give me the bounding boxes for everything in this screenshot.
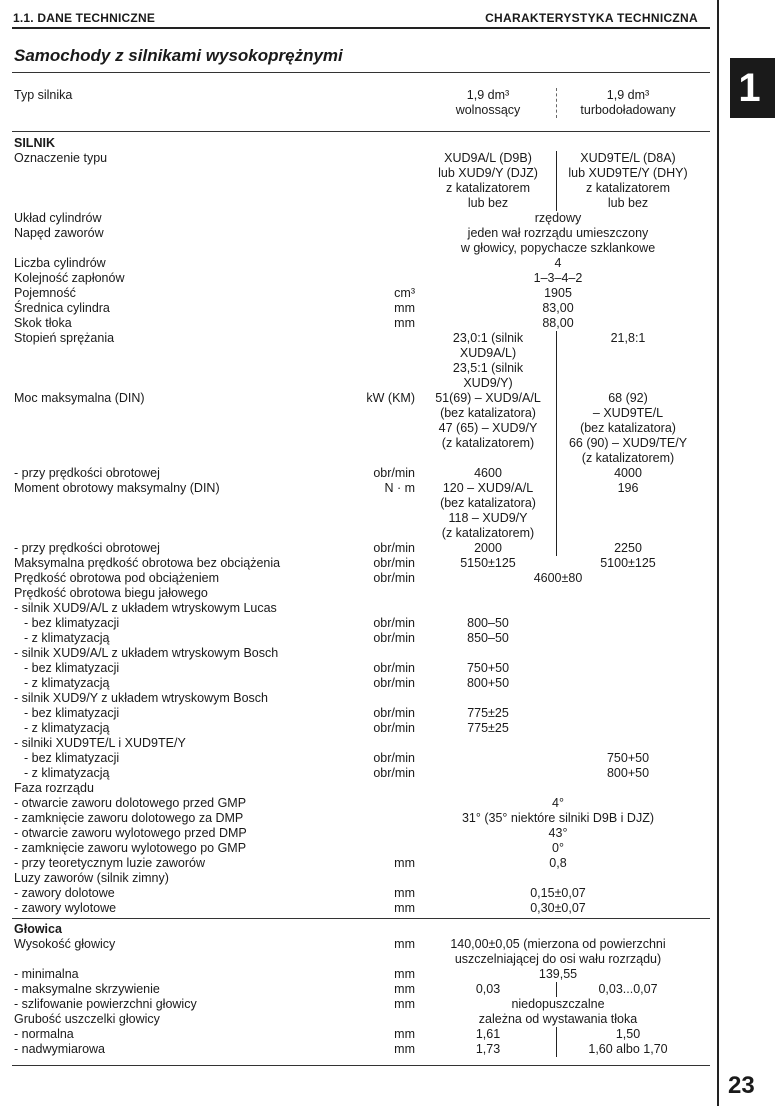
- row-unit: mm: [394, 316, 415, 330]
- row-label: - przy prędkości obrotowej: [14, 541, 160, 555]
- table-row: [0, 751, 717, 766]
- row-label: - szlifowanie powierzchni głowicy: [14, 997, 197, 1011]
- row-value-naturally-aspirated: 23,0:1 (silnik: [452, 331, 524, 345]
- table-row: [0, 676, 717, 691]
- row-value-shared: 0,30±0,07: [530, 901, 586, 915]
- row-unit: cm³: [394, 286, 415, 300]
- row-value-naturally-aspirated: 800–50: [467, 616, 509, 630]
- row-value-turbo: – XUD9TE/L: [592, 406, 664, 420]
- row-value-shared: 0,15±0,07: [530, 886, 586, 900]
- row-unit: mm: [394, 1027, 415, 1041]
- row-unit: N · m: [384, 481, 415, 495]
- row-value-naturally-aspirated: (bez katalizatora): [440, 406, 536, 420]
- table-row: [0, 88, 717, 103]
- column-divider: [556, 331, 557, 556]
- table-row: [0, 922, 717, 937]
- row-value-shared: 0,8: [549, 856, 567, 870]
- row-label: Prędkość obrotowa biegu jałowego: [14, 586, 208, 600]
- table-row: [0, 811, 717, 826]
- row-value-turbo: turbodoładowany: [580, 103, 676, 117]
- row-value-shared: uszczelniającej do osi wału rozrządu): [454, 952, 662, 966]
- row-value-turbo: XUD9TE/L (D8A): [580, 151, 676, 165]
- table-row: [0, 571, 717, 586]
- table-row: [0, 781, 717, 796]
- row-unit: obr/min: [373, 556, 415, 570]
- table-row: [0, 436, 717, 451]
- row-value-naturally-aspirated: 4600: [474, 466, 502, 480]
- table-row: [0, 361, 717, 376]
- row-label: Oznaczenie typu: [14, 151, 108, 165]
- table-row: [0, 391, 717, 406]
- row-value-naturally-aspirated: 850–50: [467, 631, 509, 645]
- row-value-naturally-aspirated: 118 – XUD9/Y: [448, 511, 528, 525]
- table-row: [0, 901, 717, 916]
- row-label: - bez klimatyzacji: [24, 616, 120, 630]
- row-label: - zawory dolotowe: [14, 886, 115, 900]
- row-label: Moc maksymalna (DIN): [14, 391, 145, 405]
- row-label: - przy prędkości obrotowej: [14, 466, 160, 480]
- table-row: [0, 541, 717, 556]
- table-row: [0, 181, 717, 196]
- table-row: [0, 466, 717, 481]
- row-unit: mm: [394, 967, 415, 981]
- row-value-naturally-aspirated: wolnossący: [455, 103, 521, 117]
- row-value-shared: 31° (35° niektóre silniki D9B i DJZ): [461, 811, 654, 825]
- table-row: [0, 241, 717, 256]
- row-value-naturally-aspirated: lub bez: [467, 196, 509, 210]
- row-label: - otwarcie zaworu dolotowego przed GMP: [14, 796, 247, 810]
- row-label: - normalna: [14, 1027, 74, 1041]
- row-value-turbo: 68 (92): [608, 391, 648, 405]
- row-label: Typ silnika: [14, 88, 73, 102]
- row-label: Prędkość obrotowa pod obciążeniem: [14, 571, 219, 585]
- table-row: [0, 331, 717, 346]
- row-label: Maksymalna prędkość obrotowa bez obciążenia: [14, 556, 281, 570]
- row-label: Średnica cylindra: [14, 301, 110, 315]
- row-value-naturally-aspirated: (z katalizatorem): [441, 436, 535, 450]
- row-value-turbo: (bez katalizatora): [580, 421, 676, 435]
- row-label: - z klimatyzacją: [24, 766, 110, 780]
- row-unit: mm: [394, 301, 415, 315]
- row-value-turbo: 5100±125: [600, 556, 656, 570]
- table-row: [0, 1042, 717, 1057]
- table-row: [0, 691, 717, 706]
- table-row: [0, 967, 717, 982]
- row-value-naturally-aspirated: (bez katalizatora): [440, 496, 536, 510]
- row-value-naturally-aspirated: 120 – XUD9/A/L: [442, 481, 534, 495]
- row-label: - z klimatyzacją: [24, 721, 110, 735]
- row-value-shared: 1905: [544, 286, 572, 300]
- row-value-turbo: 196: [617, 481, 639, 495]
- row-value-turbo: 2250: [614, 541, 642, 555]
- row-value-turbo: 21,8:1: [610, 331, 646, 345]
- table-row: [0, 346, 717, 361]
- row-value-shared: 83,00: [542, 301, 574, 315]
- table-row: [0, 196, 717, 211]
- row-unit: obr/min: [373, 676, 415, 690]
- table-row: [0, 511, 717, 526]
- row-value-naturally-aspirated: 1,61: [475, 1027, 501, 1041]
- row-value-naturally-aspirated: 750+50: [466, 661, 510, 675]
- row-label: Stopień sprężania: [14, 331, 115, 345]
- table-row: [0, 451, 717, 466]
- row-label: Układ cylindrów: [14, 211, 102, 225]
- table-row: [0, 631, 717, 646]
- row-value-turbo: 66 (90) – XUD9/TE/Y: [568, 436, 688, 450]
- row-value-shared: 139,55: [538, 967, 578, 981]
- row-unit: obr/min: [373, 631, 415, 645]
- table-row: [0, 736, 717, 751]
- row-label: - zamknięcie zaworu wylotowego po GMP: [14, 841, 247, 855]
- section-rule: [12, 918, 710, 919]
- table-row: [0, 136, 717, 151]
- table-row: [0, 211, 717, 226]
- row-value-naturally-aspirated: XUD9A/L (D9B): [444, 151, 532, 165]
- row-label: - z klimatyzacją: [24, 676, 110, 690]
- row-label: - minimalna: [14, 967, 79, 981]
- row-label: - silniki XUD9TE/L i XUD9TE/Y: [14, 736, 186, 750]
- table-row: [0, 997, 717, 1012]
- column-divider: [556, 982, 557, 997]
- table-row: [0, 496, 717, 511]
- row-label: Głowica: [14, 922, 62, 936]
- table-row: [0, 226, 717, 241]
- row-value-turbo: 1,9 dm³: [606, 88, 650, 102]
- row-value-naturally-aspirated: 23,5:1 (silnik: [452, 361, 524, 375]
- table-row: [0, 256, 717, 271]
- row-value-turbo: 1,50: [615, 1027, 641, 1041]
- row-unit: mm: [394, 901, 415, 915]
- row-unit: obr/min: [373, 466, 415, 480]
- column-divider: [556, 88, 557, 118]
- table-row: [0, 856, 717, 871]
- row-label: - otwarcie zaworu wylotowego przed DMP: [14, 826, 247, 840]
- row-value-naturally-aspirated: 2000: [474, 541, 502, 555]
- row-value-shared: 1–3–4–2: [533, 271, 583, 285]
- column-divider: [556, 151, 557, 211]
- row-label: Grubość uszczelki głowicy: [14, 1012, 160, 1026]
- table-row: [0, 982, 717, 997]
- section-title: Samochody z silnikami wysokoprężnymi: [14, 46, 343, 65]
- row-label: Faza rozrządu: [14, 781, 94, 795]
- table-row: [0, 586, 717, 601]
- row-value-naturally-aspirated: lub XUD9/Y (DJZ): [438, 166, 538, 180]
- table-row: [0, 1012, 717, 1027]
- row-value-naturally-aspirated: 775±25: [467, 706, 509, 720]
- table-row: [0, 937, 717, 952]
- row-value-shared: 88,00: [542, 316, 574, 330]
- row-value-shared: 4: [554, 256, 562, 270]
- row-unit: mm: [394, 997, 415, 1011]
- row-unit: obr/min: [373, 616, 415, 630]
- row-value-naturally-aspirated: 0,03: [475, 982, 501, 996]
- row-value-naturally-aspirated: 800+50: [466, 676, 510, 690]
- row-label: Liczba cylindrów: [14, 256, 106, 270]
- row-value-naturally-aspirated: (z katalizatorem): [441, 526, 535, 540]
- table-row: [0, 841, 717, 856]
- chapter-number: 1: [738, 66, 761, 110]
- table-row: [0, 871, 717, 886]
- row-unit: mm: [394, 1042, 415, 1056]
- table-row: [0, 421, 717, 436]
- row-value-shared: 0°: [552, 841, 564, 855]
- row-unit: mm: [394, 856, 415, 870]
- column-divider: [556, 1027, 557, 1057]
- table-row: [0, 1027, 717, 1042]
- table-row: [0, 706, 717, 721]
- row-label: - z klimatyzacją: [24, 631, 110, 645]
- table-row: [0, 601, 717, 616]
- row-label: - przy teoretycznym luzie zaworów: [14, 856, 206, 870]
- row-unit: kW (KM): [366, 391, 415, 405]
- row-value-turbo: 0,03...0,07: [598, 982, 658, 996]
- table-row: [0, 286, 717, 301]
- page-header-right: CHARAKTERYSTYKA TECHNICZNA: [485, 11, 698, 25]
- section-rule: [12, 1065, 710, 1066]
- row-value-naturally-aspirated: 1,9 dm³: [466, 88, 510, 102]
- table-row: [0, 796, 717, 811]
- row-label: Luzy zaworów (silnik zimny): [14, 871, 169, 885]
- row-value-naturally-aspirated: XUD9/Y): [463, 376, 513, 390]
- page-header-left: 1.1. DANE TECHNICZNE: [13, 11, 156, 25]
- row-value-turbo: 1,60 albo 1,70: [588, 1042, 668, 1056]
- page-number: 23: [728, 1072, 755, 1099]
- row-label: - zamknięcie zaworu dolotowego za DMP: [14, 811, 244, 825]
- row-label: - nadwymiarowa: [14, 1042, 106, 1056]
- row-value-shared: 4600±80: [533, 571, 583, 585]
- row-unit: mm: [394, 886, 415, 900]
- row-label: - bez klimatyzacji: [24, 661, 120, 675]
- row-unit: obr/min: [373, 541, 415, 555]
- row-unit: mm: [394, 937, 415, 951]
- row-value-shared: jeden wał rozrządu umieszczony: [467, 226, 649, 240]
- row-value-naturally-aspirated: 5150±125: [460, 556, 516, 570]
- table-row: [0, 826, 717, 841]
- row-unit: obr/min: [373, 706, 415, 720]
- row-value-shared: 43°: [548, 826, 568, 840]
- row-value-shared: 140,00±0,05 (mierzona od powierzchni: [450, 937, 666, 951]
- table-row: [0, 166, 717, 181]
- row-value-naturally-aspirated: 47 (65) – XUD9/Y: [438, 421, 538, 435]
- row-value-shared: zależna od wystawania tłoka: [478, 1012, 638, 1026]
- row-value-shared: rzędowy: [534, 211, 582, 225]
- margin-rule: [717, 0, 719, 1106]
- row-unit: obr/min: [373, 571, 415, 585]
- table-row: [0, 556, 717, 571]
- table-row: [0, 766, 717, 781]
- table-row: [0, 661, 717, 676]
- row-value-turbo: z katalizatorem: [585, 181, 671, 195]
- row-unit: obr/min: [373, 766, 415, 780]
- row-label: Pojemność: [14, 286, 76, 300]
- table-row: [0, 952, 717, 967]
- table-row: [0, 721, 717, 736]
- row-value-naturally-aspirated: 775±25: [467, 721, 509, 735]
- table-row: [0, 151, 717, 166]
- row-label: - maksymalne skrzywienie: [14, 982, 160, 996]
- row-label: - silnik XUD9/A/L z układem wtryskowym Bosch: [14, 646, 279, 660]
- row-label: Kolejność zapłonów: [14, 271, 125, 285]
- row-label: Skok tłoka: [14, 316, 72, 330]
- table-row: [0, 886, 717, 901]
- table-row: [0, 406, 717, 421]
- row-value-naturally-aspirated: 51(69) – XUD9/A/L: [435, 391, 541, 405]
- row-value-turbo: 4000: [614, 466, 642, 480]
- row-label: Wysokość głowicy: [14, 937, 116, 951]
- table-row: [0, 526, 717, 541]
- row-label: SILNIK: [14, 136, 55, 150]
- row-value-turbo: lub bez: [607, 196, 649, 210]
- row-label: - zawory wylotowe: [14, 901, 117, 915]
- row-value-turbo: 750+50: [606, 751, 650, 765]
- row-value-turbo: (z katalizatorem): [581, 451, 675, 465]
- row-label: - silnik XUD9/Y z układem wtryskowym Bosch: [14, 691, 269, 705]
- row-value-turbo: lub XUD9TE/Y (DHY): [568, 166, 688, 180]
- row-unit: mm: [394, 982, 415, 996]
- row-value-naturally-aspirated: 1,73: [475, 1042, 501, 1056]
- row-label: - silnik XUD9/A/L z układem wtryskowym Lucas: [14, 601, 277, 615]
- row-unit: obr/min: [373, 721, 415, 735]
- table-row: [0, 316, 717, 331]
- row-value-naturally-aspirated: z katalizatorem: [445, 181, 531, 195]
- row-value-shared: 4°: [552, 796, 564, 810]
- chapter-tab: [730, 58, 775, 118]
- row-unit: obr/min: [373, 751, 415, 765]
- table-row: [0, 376, 717, 391]
- table-row: [0, 271, 717, 286]
- table-row: [0, 481, 717, 496]
- row-label: - bez klimatyzacji: [24, 706, 120, 720]
- row-value-naturally-aspirated: XUD9A/L): [459, 346, 517, 360]
- row-unit: obr/min: [373, 661, 415, 675]
- row-value-shared: niedopuszczalne: [511, 997, 605, 1011]
- row-value-turbo: 800+50: [606, 766, 650, 780]
- table-row: [0, 103, 717, 118]
- row-label: Moment obrotowy maksymalny (DIN): [14, 481, 220, 495]
- table-row: [0, 301, 717, 316]
- row-label: - bez klimatyzacji: [24, 751, 120, 765]
- section-rule: [12, 131, 710, 132]
- table-row: [0, 646, 717, 661]
- row-value-shared: w głowicy, popychacze szklankowe: [460, 241, 656, 255]
- row-label: Napęd zaworów: [14, 226, 104, 240]
- table-row: [0, 616, 717, 631]
